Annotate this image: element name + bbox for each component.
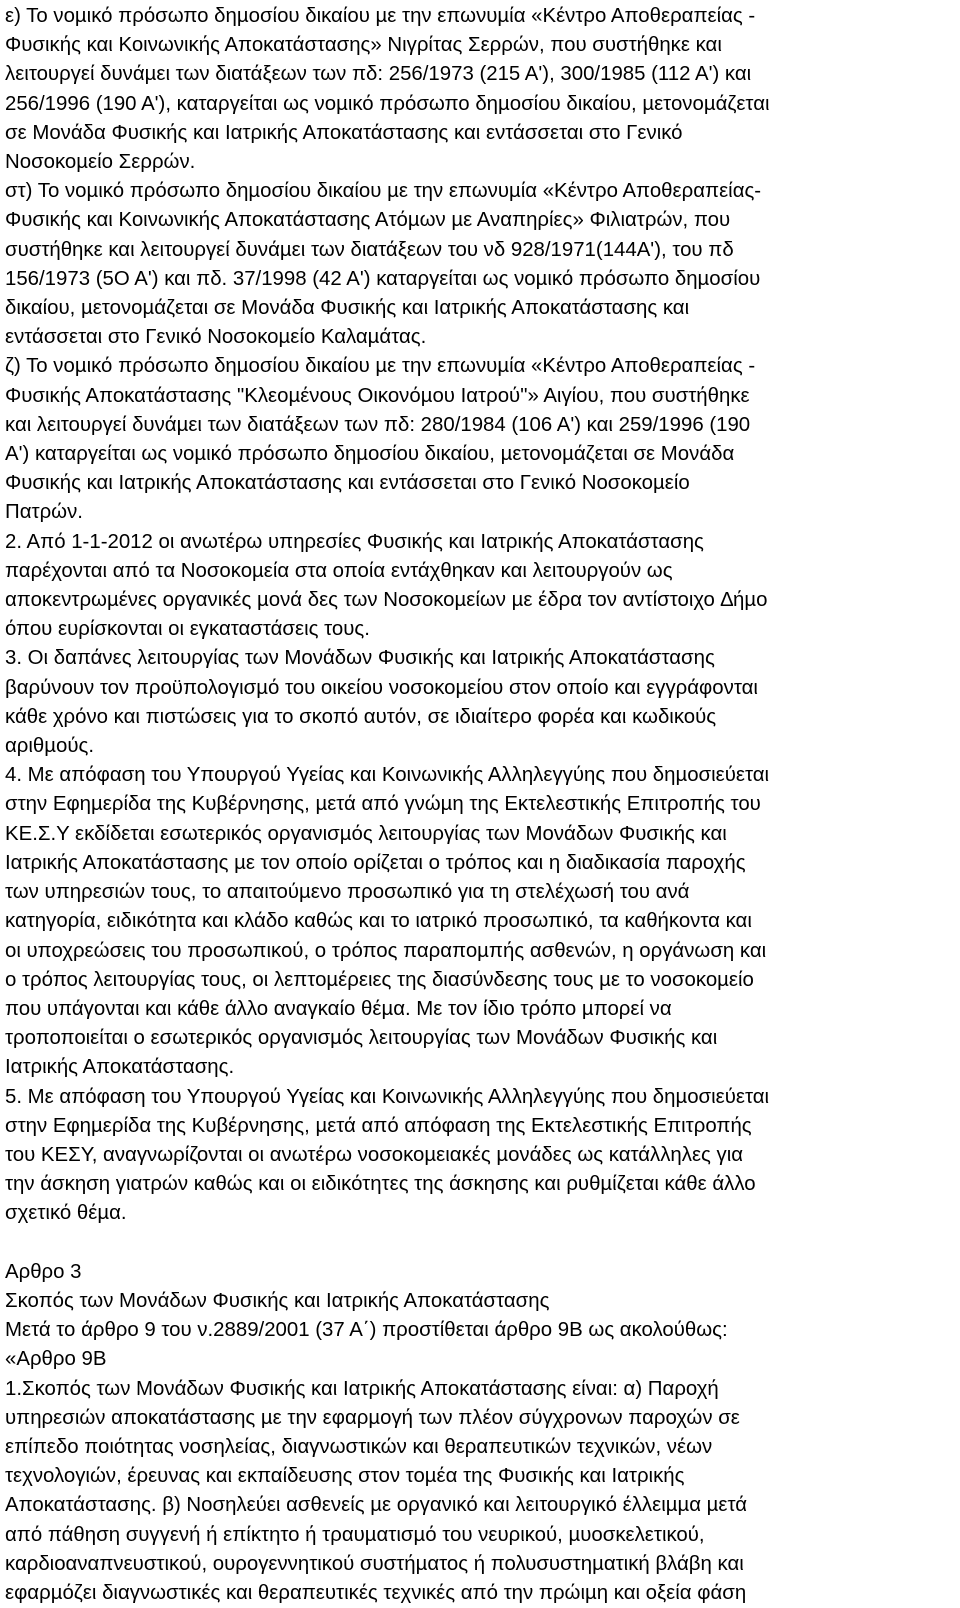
- text-line: Φυσικής και Κοινωνικής Αποκατάστασης» Νιγρίτας Σερρών, που συστήθηκε και: [5, 34, 722, 57]
- text-line: Φυσικής Αποκατάστασης "Κλεοµένους Οικονόµου Ιατρού"» Αιγίου, που συστήθηκε: [5, 384, 750, 407]
- text-line: τροποποιείται ο εσωτερικός οργανισµός λειτουργίας των Μονάδων Φυσικής και: [5, 1027, 718, 1050]
- text-line: Ιατρικής Αποκατάστασης µε τον οποίο ορίζεται ο τρόπος και η διαδικασία παροχής: [5, 851, 746, 874]
- text-line: συστήθηκε και λειτουργεί δυνάµει των διατάξεων του νδ 928/1971(144Α'), του πδ: [5, 238, 734, 261]
- text-line: του ΚΕΣΥ, αναγνωρίζονται οι ανωτέρω νοσοκοµειακές µονάδες ως κατάλληλες για: [5, 1143, 744, 1166]
- text-line: την άσκηση γιατρών καθώς και οι ειδικότητες της άσκησης και ρυθµίζεται κάθε άλλο: [5, 1173, 756, 1196]
- text-line: Ιατρικής Αποκατάστασης.: [5, 1056, 235, 1079]
- text-line: Πατρών.: [5, 501, 83, 524]
- text-line: ΚΕ.Σ.Υ εκδίδεται εσωτερικός οργανισµός λειτουργίας των Μονάδων Φυσικής και: [5, 822, 727, 845]
- text-line: δικαίου, µετονοµάζεται σε Μονάδα Φυσικής και Ιατρικής Αποκατάστασης και: [5, 297, 690, 320]
- article-text-line: Αποκατάστασης. β) Νοσηλεύει ασθενείς µε οργανικό και λειτουργικό έλλειµµα µετά: [5, 1494, 748, 1517]
- text-line: αριθµούς.: [5, 735, 94, 758]
- text-line: εντάσσεται στο Γενικό Νοσοκοµείο Καλαµάτας.: [5, 326, 427, 349]
- text-line: 2. Από 1-1-2012 οι ανωτέρω υπηρεσίες Φυσικής και Ιατρικής Αποκατάστασης: [5, 530, 704, 553]
- text-line: ζ) Το νοµικό πρόσωπο δηµοσίου δικαίου µε την επωνυµία «Κέντρο Αποθεραπείας -: [5, 355, 756, 378]
- article-text-line: υπηρεσιών αποκατάστασης µε την εφαρµογή των πλέον σύγχρονων παροχών σε: [5, 1406, 740, 1429]
- article-text-line: τεχνολογιών, έρευνας και εκπαίδευσης στον τοµέα της Φυσικής και Ιατρικής: [5, 1465, 685, 1488]
- text-line: όπου ευρίσκονται οι εγκαταστάσεις τους.: [5, 618, 370, 641]
- article-title: Σκοπός των Μονάδων Φυσικής και Ιατρικής Αποκατάστασης: [5, 1289, 550, 1312]
- text-line: 256/1996 (190 Α'), καταργείται ως νοµικό πρόσωπο δηµοσίου δικαίου, µετονοµάζεται: [5, 92, 770, 115]
- text-line: ο τρόπος λειτουργίας τους, οι λεπτοµέρειες της διασύνδεσης τους µε το νοσοκοµείο: [5, 968, 754, 991]
- article-text-line: καρδιοαναπνευστικού, ουρογεννητικού συστήµατος ή πολυσυστηµατική βλάβη και: [5, 1552, 744, 1575]
- text-line: που υπάγονται και κάθε άλλο αναγκαίο θέµα. Με τον ίδιο τρόπο µπορεί να: [5, 997, 672, 1020]
- text-line: στην Εφηµερίδα της Κυβέρνησης, µετά από απόφαση της Εκτελεστικής Επιτροπής: [5, 1114, 752, 1137]
- text-line: Νοσοκοµείο Σερρών.: [5, 151, 196, 174]
- text-line: Φυσικής και Κοινωνικής Αποκατάστασης Ατόµων µε Αναπηρίες» Φιλιατρών, που: [5, 209, 731, 232]
- text-line: στ) Το νοµικό πρόσωπο δηµοσίου δικαίου µε την επωνυµία «Κέντρο Αποθεραπείας-: [5, 180, 762, 203]
- text-line: 3. Οι δαπάνες λειτουργίας των Μονάδων Φυσικής και Ιατρικής Αποκατάστασης: [5, 647, 715, 670]
- text-line: κατηγορία, ειδικότητα και κλάδο καθώς και το ιατρικό προσωπικό, τα καθήκοντα και: [5, 910, 752, 933]
- text-line: και λειτουργεί δυνάµει των διατάξεων των πδ: 280/1984 (106 Α') και 259/1996 (190: [5, 413, 751, 436]
- article-text-line: «Αρθρο 9Β: [5, 1348, 107, 1371]
- text-line: κάθε χρόνο και πιστώσεις για το σκοπό αυτόν, σε ιδιαίτερο φορέα και κωδικούς: [5, 705, 717, 728]
- text-line: 5. Με απόφαση του Υπουργού Υγείας και Κοινωνικής Αλληλεγγύης που δηµοσιεύεται: [5, 1085, 770, 1108]
- text-line: στην Εφηµερίδα της Κυβέρνησης, µετά από γνώµη της Εκτελεστικής Επιτροπής του: [5, 793, 761, 816]
- text-line: 156/1973 (5Ο Α') και πδ. 37/1998 (42 Α') καταργείται ως νοµικό πρόσωπο δηµοσίου: [5, 267, 761, 290]
- text-line: λειτουργεί δυνάµει των διατάξεων των πδ: 256/1973 (215 Α'), 300/1985 (112 Α') και: [5, 63, 752, 86]
- article-text-line: Μετά το άρθρο 9 του ν.2889/2001 (37 Α΄) προστίθεται άρθρο 9Β ως ακολούθως:: [5, 1319, 728, 1342]
- text-line: αποκεντρωµένες οργανικές µονά δες των Νοσοκοµείων µε έδρα τον αντίστοιχο ∆ήµο: [5, 589, 768, 612]
- article-heading: Αρθρο 3: [5, 1260, 82, 1283]
- text-line: Φυσικής και Ιατρικής Αποκατάστασης και εντάσσεται στο Γενικό Νοσοκοµείο: [5, 472, 690, 495]
- article-text-line: εφαρµόζει διαγνωστικές και θεραπευτικές τεχνικές από την πρώιµη και οξεία φάση: [5, 1581, 747, 1604]
- text-line: 4. Με απόφαση του Υπουργού Υγείας και Κοινωνικής Αλληλεγγύης που δηµοσιεύεται: [5, 764, 770, 787]
- text-line: ε) Το νοµικό πρόσωπο δηµοσίου δικαίου µε την επωνυµία «Κέντρο Αποθεραπείας -: [5, 5, 756, 27]
- text-line: σε Μονάδα Φυσικής και Ιατρικής Αποκατάστασης και εντάσσεται στο Γενικό: [5, 121, 683, 144]
- text-line: παρέχονται από τα Νοσοκοµεία στα οποία εντάχθηκαν και λειτουργούν ως: [5, 559, 673, 582]
- blank-line: [5, 1229, 950, 1258]
- text-line: σχετικό θέµα.: [5, 1202, 127, 1225]
- article-text-line: επίπεδο ποιότητας νοσηλείας, διαγνωστικών και θεραπευτικών τεχνικών, νέων: [5, 1435, 713, 1458]
- text-line: των υπηρεσιών τους, το απαιτούµενο προσωπικό για τη στελέχωσή του ανά: [5, 881, 690, 904]
- text-line: Α') καταργείται ως νοµικό πρόσωπο δηµοσίου δικαίου, µετονοµάζεται σε Μονάδα: [5, 443, 735, 466]
- text-line: βαρύνουν τον προϋπολογισµό του οικείου νοσοκοµείου στον οποίο και εγγράφονται: [5, 676, 758, 699]
- text-line: οι υποχρεώσεις του προσωπικού, ο τρόπος παραποµπής ασθενών, η οργάνωση και: [5, 939, 767, 962]
- article-text-line: 1.Σκοπός των Μονάδων Φυσικής και Ιατρικής Αποκατάστασης είναι: α) Παροχή: [5, 1377, 719, 1400]
- article-text-line: από πάθηση συγγενή ή επίκτητο ή τραυµατισµό του νευρικού, µυοσκελετικού,: [5, 1523, 705, 1546]
